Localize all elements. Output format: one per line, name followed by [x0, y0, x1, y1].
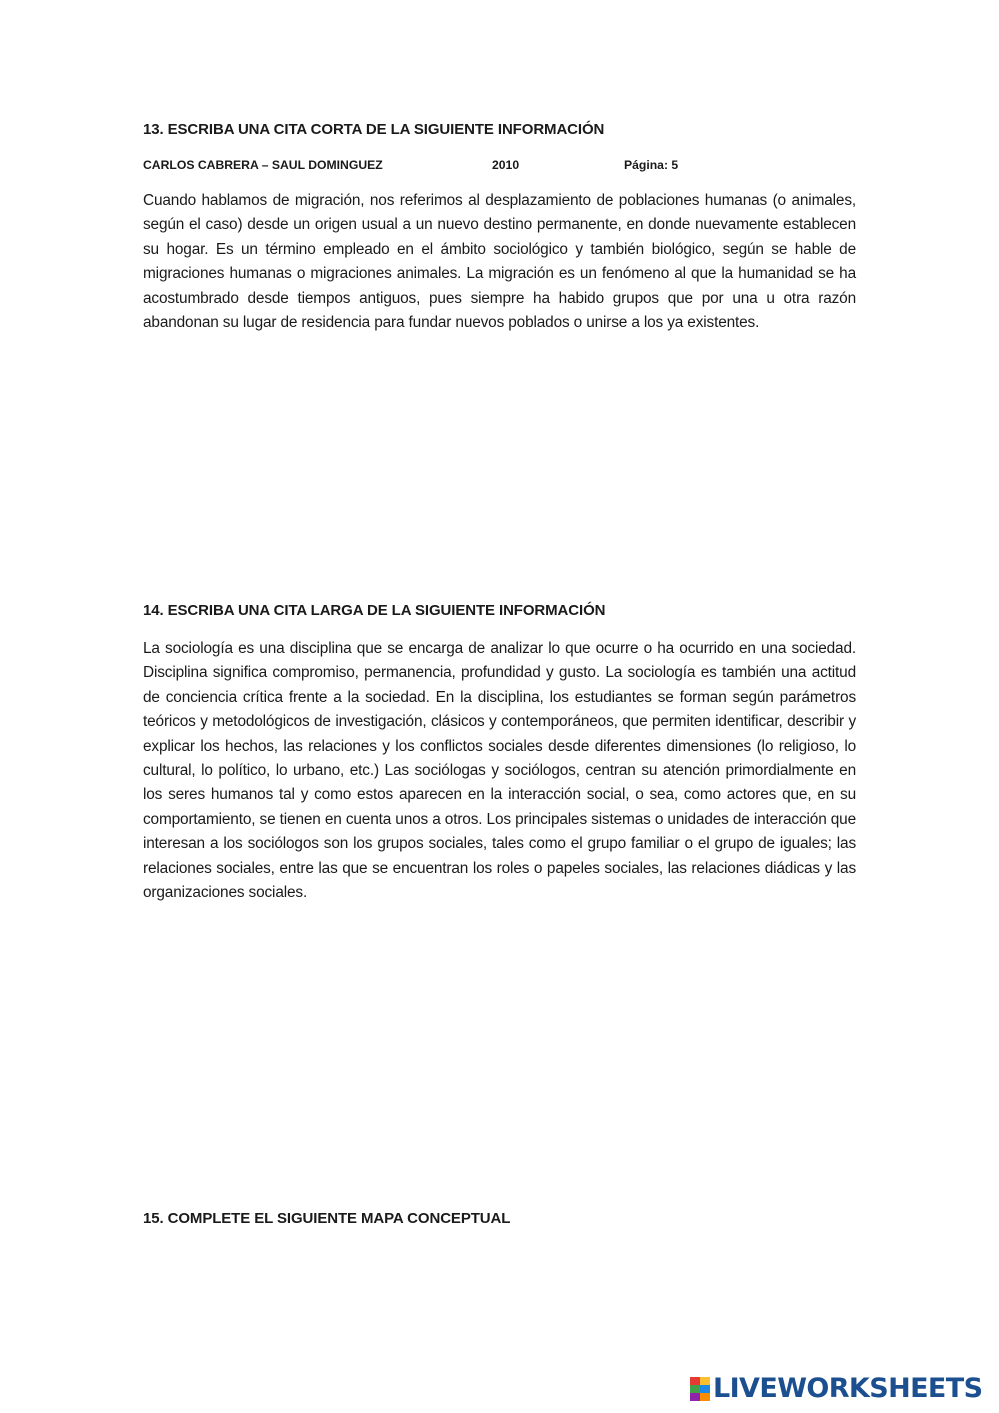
section-14-text: La sociología es una disciplina que se encarga de analizar lo que ocurre o ha ocurrido en una sociedad. Disciplina significa compromiso, permanencia, profundidad y gusto. La sociología es también una actitud de conciencia crítica frente a la sociedad. En la disciplina, los estudiantes se forman según parámetros teóricos y metodológicos de investigación, clásicos y contemporáneos, que permiten identificar, describir y explicar los hechos, las relaciones y los conflictos sociales desde diferentes dimensiones (lo religioso, lo cultural, lo político, lo urbano, etc.) Las sociólogas y sociólogos, centran su atención primordialmente en los seres humanos tal y como estos aparecen en la interacción social, o sea, como actores que, en su comportamiento, se tienen en cuenta unos a otros. Los principales sistemas o unidades de interacción que interesan a los sociólogos son los grupos sociales, tales como el grupo familiar o el grupo de iguales; las relaciones sociales, entre las que se encuentran los roles o papeles sociales, las relaciones diádicas y las organizaciones sociales.: [143, 640, 856, 902]
section-13-heading: 13. ESCRIBA UNA CITA CORTA DE LA SIGUIENTE INFORMACIÓN: [143, 121, 605, 138]
section-14-heading: 14. ESCRIBA UNA CITA LARGA DE LA SIGUIENTE INFORMACIÓN: [143, 602, 606, 619]
citation-year: 2010: [492, 158, 520, 172]
watermark-text: LIVEWORKSHEETS: [713, 1373, 983, 1404]
logo-block-2: [700, 1377, 710, 1385]
section-15-heading: 15. COMPLETE EL SIGUIENTE MAPA CONCEPTUAL: [143, 1210, 511, 1227]
section-13-text: Cuando hablamos de migración, nos referimos al desplazamiento de poblaciones humanas (o animales, según el caso) desde un origen usual a un nuevo destino permanente, en donde nuevamente establecen su hogar. Es un término empleado en el ámbito sociológico y también biológico, según se hable de migraciones humanas o migraciones animales. La migración es un fenómeno al que la humanidad se ha acostumbrado desde tiempos antiguos, pues siempre ha habido grupos que por una u otra razón abandonan su lugar de residencia para fundar nuevos poblados o unirse a los ya existentes.: [143, 192, 856, 332]
liveworksheets-watermark: [690, 1374, 990, 1404]
citation-authors: CARLOS CABRERA – SAUL DOMINGUEZ: [143, 158, 383, 172]
logo-block-5: [690, 1393, 700, 1401]
logo-block-4: [700, 1385, 710, 1393]
liveworksheets-logo-icon: [690, 1377, 710, 1401]
logo-block-1: [690, 1377, 700, 1385]
citation-page: Página: 5: [624, 158, 679, 172]
logo-block-6: [700, 1393, 710, 1401]
logo-block-3: [690, 1385, 700, 1393]
